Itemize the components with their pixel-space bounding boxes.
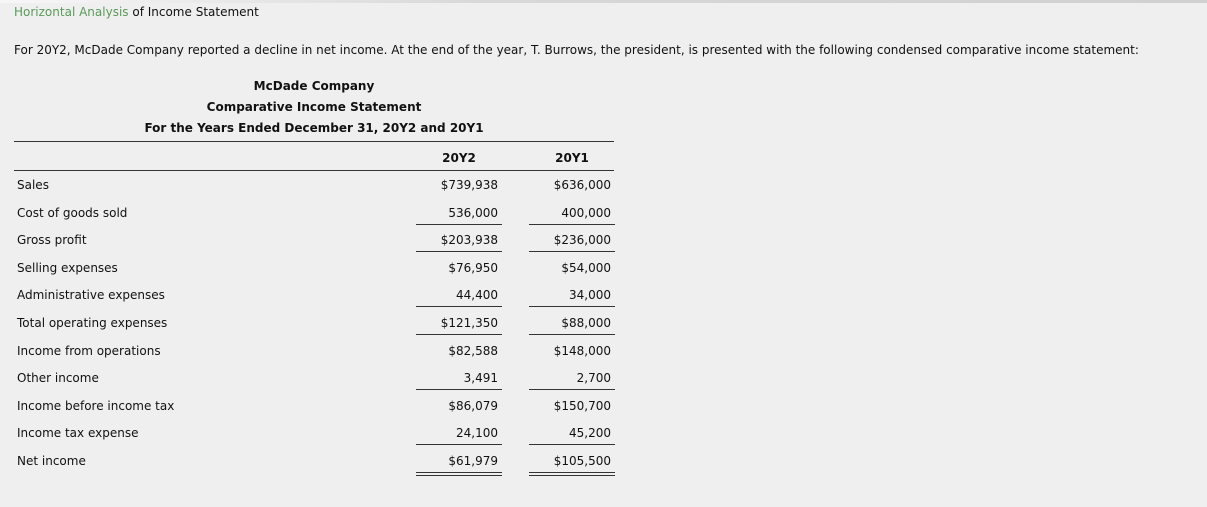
double-underline-20y2 [416, 472, 502, 476]
statement-period: For the Years Ended December 31, 20Y2 and 20Y1 [144, 121, 484, 135]
table-row [14, 171, 614, 199]
intro-paragraph: For 20Y2, McDade Company reported a decline in net income. At the end of the year, T. Burrows, the president, is presented with the following condensed comparative income statement: [14, 43, 1139, 57]
value-20y2: $86,079 [448, 398, 498, 413]
row-label: Total operating expenses [17, 315, 168, 330]
value-20y1: $54,000 [561, 260, 611, 275]
statement-name: Comparative Income Statement [206, 100, 422, 114]
value-20y1: 2,700 [576, 371, 611, 386]
table-row [14, 392, 614, 420]
table-row [14, 337, 614, 365]
value-20y1: $150,700 [553, 398, 611, 413]
underline-20y2 [416, 389, 502, 390]
statement-rows [14, 171, 614, 475]
table-row [14, 254, 614, 282]
underline-20y1 [529, 389, 615, 390]
table-row [14, 226, 614, 254]
top-border [0, 0, 1207, 3]
table-row [14, 309, 614, 337]
row-label: Cost of goods sold [17, 205, 128, 220]
underline-20y1 [529, 251, 615, 252]
table-row [14, 447, 614, 475]
row-label: Sales [17, 178, 49, 192]
value-20y2: 44,400 [456, 288, 498, 303]
column-header-20y1: 20Y1 [555, 151, 589, 165]
column-header-20y2: 20Y2 [442, 151, 476, 165]
underline-20y2 [416, 334, 502, 335]
row-label: Other income [17, 371, 99, 386]
underline-20y1 [529, 444, 615, 445]
row-label: Income from operations [17, 343, 161, 358]
row-label: Gross profit [17, 233, 87, 248]
value-20y2: $203,938 [440, 233, 498, 248]
income-statement-table [14, 141, 614, 475]
value-20y2: $76,950 [448, 260, 498, 275]
value-20y2: $121,350 [440, 315, 498, 330]
value-20y2: 24,100 [456, 426, 498, 441]
underline-20y1 [529, 224, 615, 225]
value-20y1: $236,000 [553, 233, 611, 248]
table-row [14, 281, 614, 309]
row-label: Income tax expense [17, 426, 139, 441]
value-20y1: $105,500 [553, 453, 611, 468]
row-label: Net income [17, 453, 86, 468]
page-title [14, 5, 259, 19]
value-20y1: $148,000 [553, 343, 611, 358]
underline-20y2 [416, 444, 502, 445]
double-underline-20y1 [529, 472, 615, 476]
value-20y2: 536,000 [448, 205, 498, 220]
title-link[interactable]: Horizontal Analysis [14, 5, 129, 19]
row-label: Selling expenses [17, 260, 118, 275]
underline-20y2 [416, 224, 502, 225]
row-label: Administrative expenses [17, 288, 165, 303]
row-label: Income before income tax [17, 398, 175, 413]
column-header-row [14, 142, 614, 171]
value-20y2: $61,979 [448, 453, 498, 468]
value-20y2: $739,938 [440, 178, 498, 192]
table-row [14, 199, 614, 227]
value-20y1: 400,000 [561, 205, 611, 220]
value-20y1: $88,000 [561, 315, 611, 330]
company-name: McDade Company [253, 79, 375, 93]
underline-20y1 [529, 306, 615, 307]
underline-20y2 [416, 251, 502, 252]
value-20y1: $636,000 [553, 178, 611, 192]
value-20y1: 45,200 [569, 426, 611, 441]
value-20y1: 34,000 [569, 288, 611, 303]
table-row [14, 364, 614, 392]
table-row [14, 419, 614, 447]
underline-20y2 [416, 306, 502, 307]
title-text: of Income Statement [128, 5, 259, 19]
value-20y2: $82,588 [448, 343, 498, 358]
value-20y2: 3,491 [463, 371, 498, 386]
underline-20y1 [529, 334, 615, 335]
